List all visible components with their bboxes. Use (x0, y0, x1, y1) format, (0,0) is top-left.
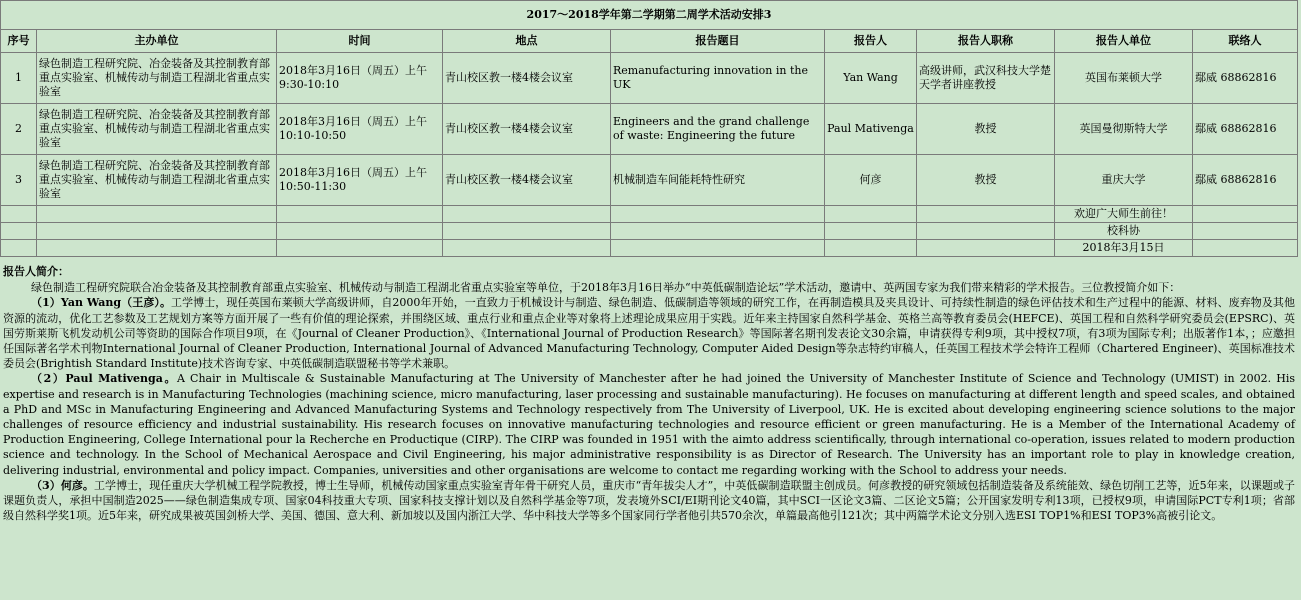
speaker-bio: 工学博士，现任重庆大学机械工程学院教授，博士生导师，机械传动国家重点实验室青年骨干研究人员，重庆市“青年拔尖人才”，中英低碳制造联盟主创成员。何彦教授的研究领域包括制造装备及系统能效、绿色切削工艺等，近5年来，以课题或子课题负责人，承担中国制造2025——绿色制造集成专项、国家04科技重大专项、国家科技支撑计划以及自然科学基金等7项，发表境外SCI/EI期刊论文40篇，其中SCI一区论文3篇、二区论文5篇；公开国家发明专利13项，已授权9项，申请国际PCT专利1项；省部级自然科学奖1项。近5年来，研究成果被英国剑桥大学、美国、德国、意大利、新加坡以及国内浙江大学、华中科技大学等多个国家同行学者他引共570余次，单篇最高他引121次；其中两篇学术论文分别入选ESI TOP1%和ESI TOP3%高被引论文。 (3, 478, 1295, 523)
place-cell: 青山校区教一楼4楼会议室 (443, 104, 611, 155)
header-cell: 主办单位 (37, 30, 277, 53)
header-cell: 报告人单位 (1055, 30, 1193, 53)
intro-paragraph: 绿色制造工程研究院联合冶金装备及其控制教育部重点实验室、机械传动与制造工程湖北省重点实验室等单位，于2018年3月16日举办“中英低碳制造论坛”学术活动，邀请中、英两国专家为我们带来精彩的学术报告。三位教授简介如下： (31, 281, 1181, 295)
header-cell: 报告题目 (611, 30, 825, 53)
time-cell: 2018年3月16日（周五）上午9:30-10:10 (277, 53, 443, 104)
place-cell: 青山校区教一楼4楼会议室 (443, 53, 611, 104)
contact-cell: 鄢威 68862816 (1193, 104, 1298, 155)
footer-row (1, 223, 1298, 240)
org-cell: 重庆大学 (1055, 155, 1193, 206)
page-title: 2017～2018学年第二学期第二周学术活动安排3 (1, 1, 1298, 30)
speaker-bio: 工学博士，现任英国布莱顿大学高级讲师，自2000年开始，一直致力于机械设计与制造、绿色制造、低碳制造等领域的研究工作，在再制造模具及夹具设计、可持续性制造的绿色评估技术和生产过程中的能源、材料、废弃物及其他资源的流动，优化工艺参数及工艺规划方案等方面开展了一些有价值的理论探索，并围绕区域、重点行业和重点企业等对象将上述理论成果应用于实践。近年来主持国家自然科学基金、英格兰高等教育委员会(HEFCE)、英国工程和自然科学研究委员会(EPSRC)、英国劳斯莱斯飞机发动机公司等资助的国际合作项目9项，在《Journal of Cleaner Production》、《International Journal of Production Research》等国际著名期刊发表论文30余篇，申请获得专利9项，其中授权7项，有3项为国际专利；出版著作1本，；应邀担任国际著名学术刊物International Journal of Cleaner Production, International Journal of Advanced Manufacturing Technology, Computer Aided Design等杂志特约审稿人，任英国工程技术学会特许工程师（Chartered Engineer)、英国标准技术委员会(Brightish Standard Institute)技术咨询专家、中英低碳制造联盟秘书等学术兼职。 (3, 296, 1295, 371)
footer-row (1, 206, 1298, 223)
rank-cell: 教授 (917, 104, 1055, 155)
intro-heading: 报告人简介： (3, 265, 69, 278)
header-cell: 时间 (277, 30, 443, 53)
topic-cell: Remanufacturing innovation in the UK (611, 53, 825, 104)
rank-cell: 高级讲师，武汉科技大学楚天学者讲座教授 (917, 53, 1055, 104)
time-cell: 2018年3月16日（周五）上午10:10-10:50 (277, 104, 443, 155)
place-cell: 青山校区教一楼4楼会议室 (443, 155, 611, 206)
org-cell: 英国曼彻斯特大学 (1055, 104, 1193, 155)
schedule-table (0, 0, 1298, 257)
table-row (1, 53, 1298, 104)
host-cell: 绿色制造工程研究院、冶金装备及其控制教育部重点实验室、机械传动与制造工程湖北省重点实验室 (37, 53, 277, 104)
rank-cell: 教授 (917, 155, 1055, 206)
footer-row (1, 240, 1298, 257)
contact-cell: 鄢威 68862816 (1193, 53, 1298, 104)
row-number: 2 (1, 104, 37, 155)
row-number: 3 (1, 155, 37, 206)
speaker-intro (3, 264, 1295, 523)
header-cell: 报告人 (825, 30, 917, 53)
date-text: 2018年3月15日 (1055, 240, 1193, 257)
issuer-text: 校科协 (1055, 223, 1193, 240)
time-cell: 2018年3月16日（周五）上午10:50-11:30 (277, 155, 443, 206)
speaker-name: （1）Yan Wang（王彦）。 (31, 296, 172, 310)
speaker-name: （3）何彦。 (31, 478, 94, 492)
header-cell: 报告人职称 (917, 30, 1055, 53)
intro-paragraph (3, 371, 1295, 477)
speaker-cell: Yan Wang (825, 53, 917, 104)
row-number: 1 (1, 53, 37, 104)
speaker-name: （2）Paul Mativenga。 (31, 372, 178, 386)
contact-cell: 鄢威 68862816 (1193, 155, 1298, 206)
welcome-text: 欢迎广大师生前往！ (1055, 206, 1193, 223)
table-row (1, 104, 1298, 155)
speaker-bio: A Chair in Multiscale & Sustainable Manufacturing at The University of Manchester after he had joined the University of Manchester Institute of Science and Technology (UMIST) in 2002. His expertise and research is in Manufacturing Technologies (machining science, micro manufacturing, laser processing and sustainable manufacturing). He focuses on manufacturing at different length and speed scales, and obtained a PhD and MSc in Manufacturing Engineering and Advanced Manufacturing Systems and Technology respectively from The University of Liverpool, UK. He is excited about developing engineering science solutions to the major challenges of resource efficiency and industrial sustainability. His research focuses on innovative manufacturing technologies and resource efficient or green manufacturing. He is a Member of the International Academy of Production Engineering, College International pour la Recherche en Productique (CIRP). The CIRP was founded in 1951 with the aimto address scientifically, through international co-operation, issues related to modern production science and technology. In the School of Mechanical Aerospace and Civil Engineering, his major administrative responsibility is as Director of Research. The University has an important role to play in knowledge creation, delivering industrial, environmental and policy impact. Companies, universities and other organisations are welcome to contact me regarding working with the School to address your needs. (3, 372, 1295, 477)
topic-cell: 机械制造车间能耗特性研究 (611, 155, 825, 206)
speaker-cell: Paul Mativenga (825, 104, 917, 155)
intro-paragraph (3, 478, 1295, 524)
header-row (1, 30, 1298, 53)
header-cell: 地点 (443, 30, 611, 53)
intro-paragraph (3, 295, 1295, 371)
host-cell: 绿色制造工程研究院、冶金装备及其控制教育部重点实验室、机械传动与制造工程湖北省重点实验室 (37, 155, 277, 206)
speaker-cell: 何彦 (825, 155, 917, 206)
table-row (1, 155, 1298, 206)
header-cell: 联络人 (1193, 30, 1298, 53)
org-cell: 英国布莱顿大学 (1055, 53, 1193, 104)
header-cell: 序号 (1, 30, 37, 53)
host-cell: 绿色制造工程研究院、冶金装备及其控制教育部重点实验室、机械传动与制造工程湖北省重点实验室 (37, 104, 277, 155)
topic-cell: Engineers and the grand challenge of waste: Engineering the future (611, 104, 825, 155)
